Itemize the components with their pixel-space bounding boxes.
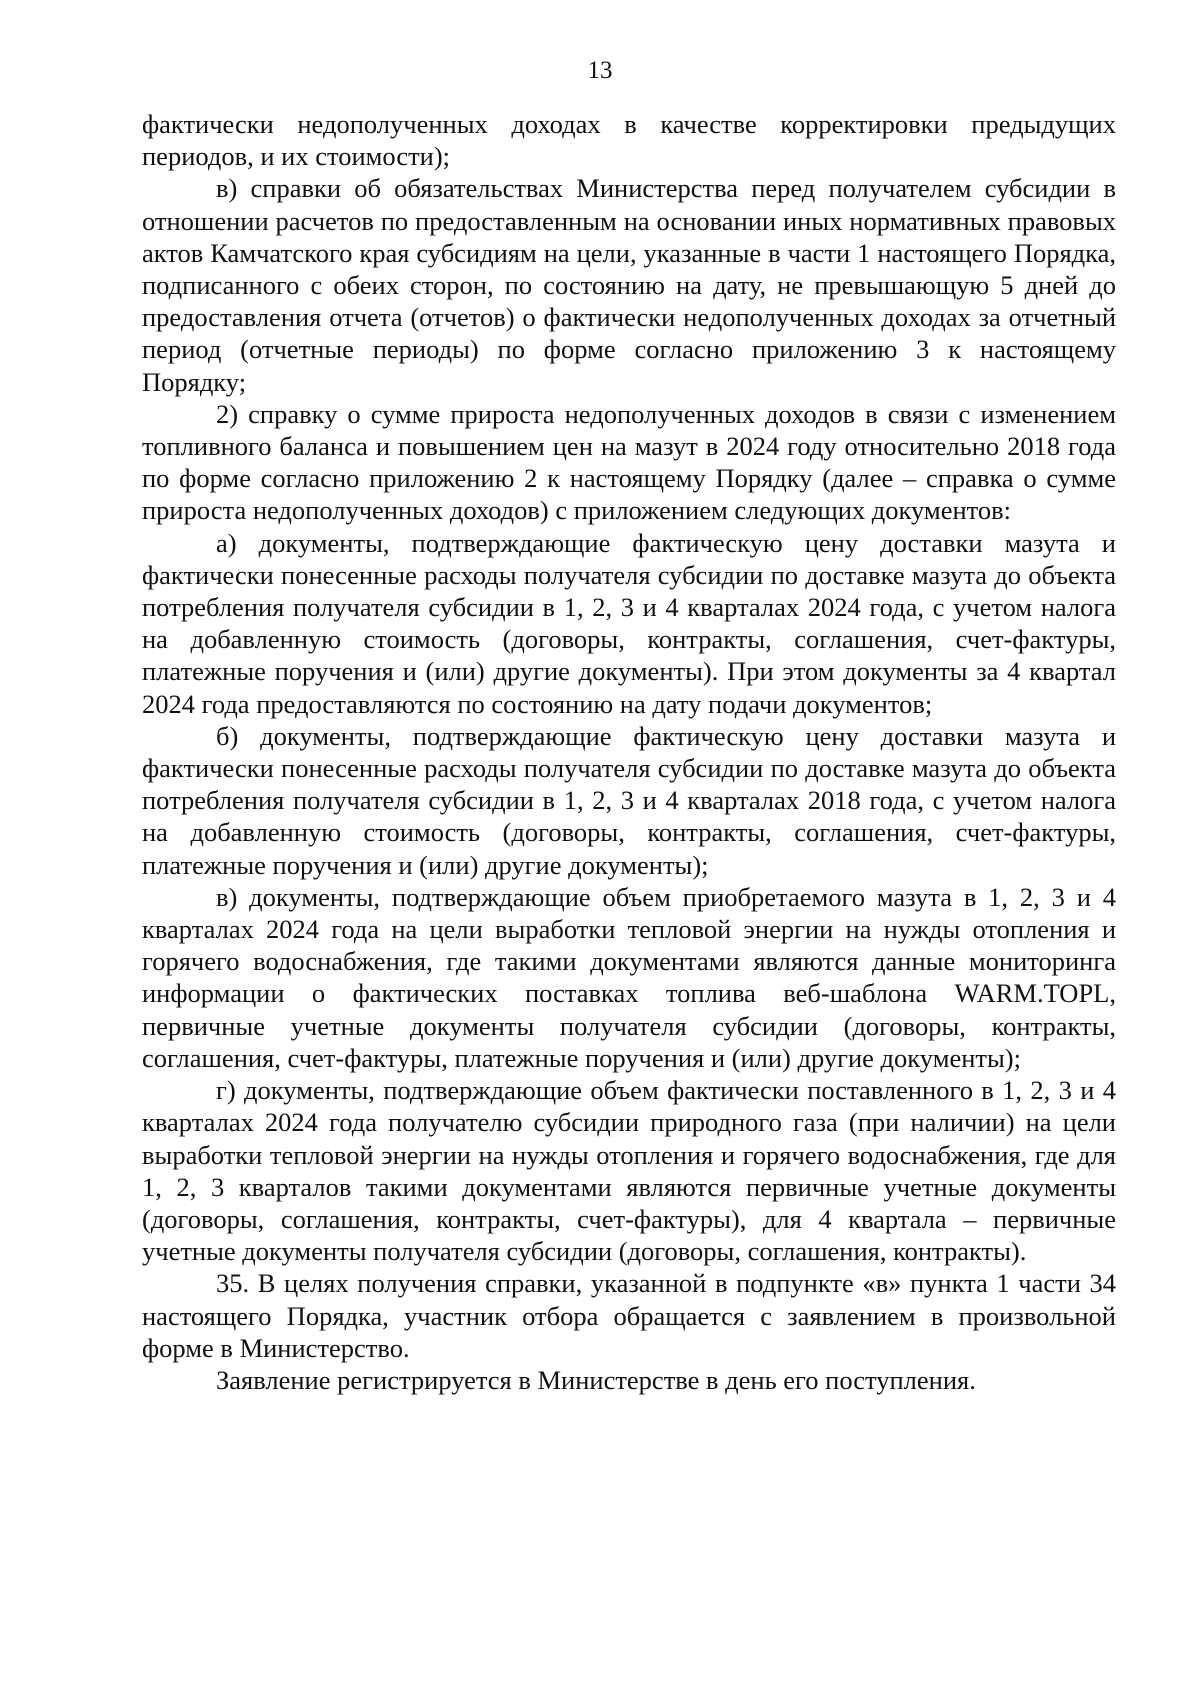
document-body <box>142 108 1116 1396</box>
paragraph-subitem-b: б) документы, подтверждающие фактическую цену доставки мазута и фактически понесенные расходы получателя субсидии по доставке мазута до объекта потребления получателя субсидии в 1, 2, 3 и 4 кварталах 2018 года, с учетом налога на добавленную стоимость (договоры, контракты, соглашения, счет-фактуры, платежные поручения и (или) другие документы); <box>142 720 1116 880</box>
paragraph-registration: Заявление регистрируется в Министерстве в день его поступления. <box>216 1364 976 1395</box>
paragraph-subitem-v-certificate: в) справки об обязательствах Министерства перед получателем субсидии в отношении расчетов по предоставленным на основании иных нормативных правовых актов Камчатского края субсидиям на цели, указанные в части 1 настоящего Порядка, подписанного с обеих сторон, по состоянию на дату, не превышающую 5 дней до предоставления отчета (отчетов) о фактически недополученных доходах за отчетный период (отчетные периоды) по форме согласно приложению 3 к настоящему Порядку; <box>142 173 1116 397</box>
paragraph-subitem-a: а) документы, подтверждающие фактическую цену доставки мазута и фактически понесенные расходы получателя субсидии по доставке мазута до объекта потребления получателя субсидии в 1, 2, 3 и 4 кварталах 2024 года, с учетом налога на добавленную стоимость (договоры, контракты, соглашения, счет-фактуры, платежные поручения и (или) другие документы). При этом документы за 4 квартал 2024 года предоставляются по состоянию на дату подачи документов; <box>142 527 1116 719</box>
paragraph-subitem-v-volume: в) документы, подтверждающие объем приобретаемого мазута в 1, 2, 3 и 4 кварталах 2024 года на цели выработки тепловой энергии на нужды отопления и горячего водоснабжения, где такими документами являются данные мониторинга информации о фактических поставках топлива веб-шаблона WARM.TOPL, первичные учетные документы получателя субсидии (договоры, контракты, соглашения, счет-фактуры, платежные поручения и (или) другие документы); <box>142 881 1116 1073</box>
paragraph-continuation: фактически недополученных доходах в качестве корректировки предыдущих периодов, и их стоимости); <box>142 109 1116 172</box>
paragraph-subitem-g: г) документы, подтверждающие объем фактически поставленного в 1, 2, 3 и 4 кварталах 2024 года получателю субсидии природного газа (при наличии) на цели выработки тепловой энергии на нужды отопления и горячего водоснабжения, где для 1, 2, 3 кварталов такими документами являются первичные учетные документы (договоры, соглашения, контракты, счет-фактуры), для 4 квартала – первичные учетные документы получателя субсидии (договоры, соглашения, контракты). <box>142 1075 1116 1267</box>
paragraph-item-2-certificate: 2) справку о сумме прироста недополученных доходов в связи с изменением топливного баланса и повышением цен на мазут в 2024 году относительно 2018 года по форме согласно приложению 2 к настоящему Порядку (далее – справка о сумме прироста недополученных доходов) с приложением следующих документов: <box>142 398 1116 526</box>
page-number: 13 <box>587 57 613 84</box>
paragraph-clause-35: 35. В целях получения справки, указанной в подпункте «в» пункта 1 части 34 настоящего Порядка, участник отбора обращается с заявлением в произвольной форме в Министерство. <box>142 1268 1116 1363</box>
